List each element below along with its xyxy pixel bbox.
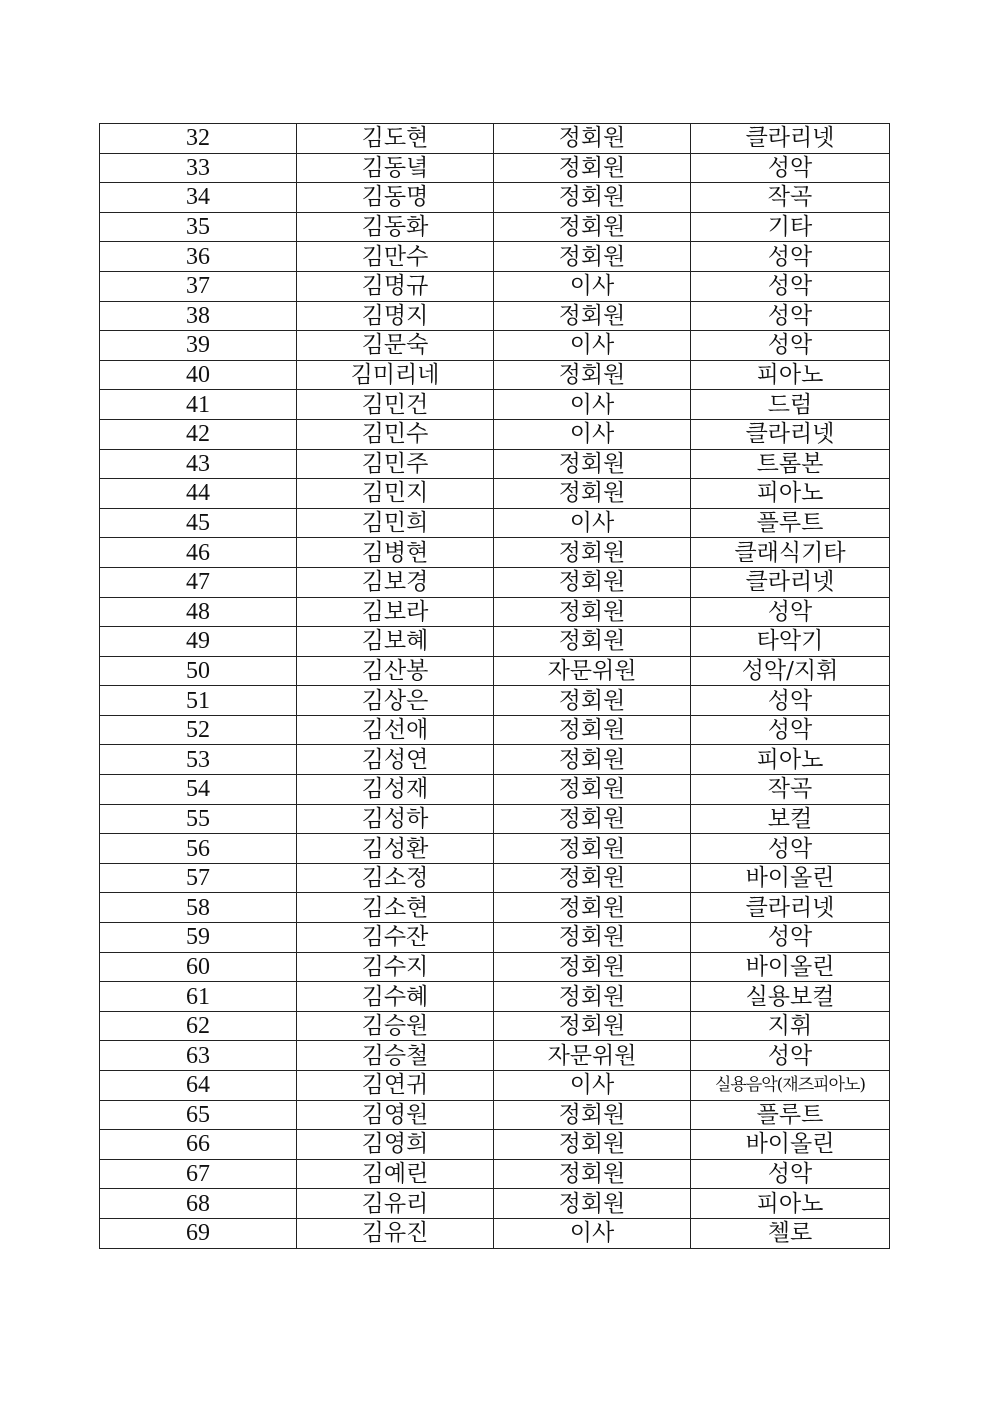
member-role-cell: 정회원 bbox=[494, 183, 691, 213]
member-name-cell: 김예린 bbox=[297, 1159, 494, 1189]
member-number-cell: 65 bbox=[100, 1100, 297, 1130]
member-number-cell: 52 bbox=[100, 715, 297, 745]
member-field-cell: 클라리넷 bbox=[691, 893, 890, 923]
member-role-cell: 정회원 bbox=[494, 952, 691, 982]
table-row bbox=[100, 952, 890, 982]
member-name-cell: 김승철 bbox=[297, 1041, 494, 1071]
table-row bbox=[100, 567, 890, 597]
member-role-cell: 이사 bbox=[494, 390, 691, 420]
member-number-cell: 36 bbox=[100, 242, 297, 272]
member-number-cell: 33 bbox=[100, 153, 297, 183]
member-number-cell: 58 bbox=[100, 893, 297, 923]
table-row bbox=[100, 390, 890, 420]
member-role-cell: 정회원 bbox=[494, 538, 691, 568]
table-row bbox=[100, 834, 890, 864]
table-row bbox=[100, 183, 890, 213]
member-name-cell: 김성하 bbox=[297, 804, 494, 834]
table-row bbox=[100, 1041, 890, 1071]
member-field-cell: 성악 bbox=[691, 153, 890, 183]
table-row bbox=[100, 597, 890, 627]
member-field-cell: 성악 bbox=[691, 301, 890, 331]
table-row bbox=[100, 538, 890, 568]
member-name-cell: 김민지 bbox=[297, 479, 494, 509]
member-role-cell: 정회원 bbox=[494, 1011, 691, 1041]
member-name-cell: 김수혜 bbox=[297, 982, 494, 1012]
member-name-cell: 김민건 bbox=[297, 390, 494, 420]
member-role-cell: 정회원 bbox=[494, 863, 691, 893]
member-field-cell: 클래식기타 bbox=[691, 538, 890, 568]
member-number-cell: 43 bbox=[100, 449, 297, 479]
member-number-cell: 68 bbox=[100, 1189, 297, 1219]
member-field-cell: 플루트 bbox=[691, 1100, 890, 1130]
member-name-cell: 김미리네 bbox=[297, 360, 494, 390]
member-name-cell: 김유진 bbox=[297, 1218, 494, 1248]
member-field-cell: 피아노 bbox=[691, 745, 890, 775]
member-name-cell: 김선애 bbox=[297, 715, 494, 745]
member-role-cell: 정회원 bbox=[494, 301, 691, 331]
member-name-cell: 김연귀 bbox=[297, 1071, 494, 1101]
member-field-cell: 바이올린 bbox=[691, 952, 890, 982]
member-role-cell: 정회원 bbox=[494, 923, 691, 953]
table-row bbox=[100, 1100, 890, 1130]
member-number-cell: 56 bbox=[100, 834, 297, 864]
member-field-cell: 피아노 bbox=[691, 479, 890, 509]
table-row bbox=[100, 360, 890, 390]
member-name-cell: 김민희 bbox=[297, 508, 494, 538]
member-number-cell: 37 bbox=[100, 271, 297, 301]
member-role-cell: 정회원 bbox=[494, 124, 691, 154]
member-role-cell: 정회원 bbox=[494, 1159, 691, 1189]
member-role-cell: 정회원 bbox=[494, 1189, 691, 1219]
member-number-cell: 60 bbox=[100, 952, 297, 982]
member-field-cell: 작곡 bbox=[691, 183, 890, 213]
table-row bbox=[100, 656, 890, 686]
member-field-cell: 성악/지휘 bbox=[691, 656, 890, 686]
member-field-cell: 클라리넷 bbox=[691, 124, 890, 154]
table-row bbox=[100, 1189, 890, 1219]
member-name-cell: 김보경 bbox=[297, 567, 494, 597]
member-number-cell: 67 bbox=[100, 1159, 297, 1189]
member-number-cell: 44 bbox=[100, 479, 297, 509]
member-role-cell: 정회원 bbox=[494, 242, 691, 272]
member-number-cell: 64 bbox=[100, 1071, 297, 1101]
member-name-cell: 김동명 bbox=[297, 183, 494, 213]
member-field-cell: 성악 bbox=[691, 1159, 890, 1189]
member-name-cell: 김영원 bbox=[297, 1100, 494, 1130]
member-number-cell: 48 bbox=[100, 597, 297, 627]
member-field-cell: 타악기 bbox=[691, 627, 890, 657]
member-field-cell: 지휘 bbox=[691, 1011, 890, 1041]
member-number-cell: 53 bbox=[100, 745, 297, 775]
member-field-cell: 성악 bbox=[691, 271, 890, 301]
table-row bbox=[100, 982, 890, 1012]
member-number-cell: 63 bbox=[100, 1041, 297, 1071]
table-row bbox=[100, 479, 890, 509]
member-field-cell: 바이올린 bbox=[691, 863, 890, 893]
member-role-cell: 정회원 bbox=[494, 597, 691, 627]
member-role-cell: 이사 bbox=[494, 271, 691, 301]
table-row bbox=[100, 124, 890, 154]
member-field-cell: 클라리넷 bbox=[691, 419, 890, 449]
member-role-cell: 정회원 bbox=[494, 834, 691, 864]
member-field-cell: 피아노 bbox=[691, 360, 890, 390]
member-role-cell: 정회원 bbox=[494, 627, 691, 657]
member-name-cell: 김상은 bbox=[297, 686, 494, 716]
member-name-cell: 김보혜 bbox=[297, 627, 494, 657]
member-role-cell: 정회원 bbox=[494, 449, 691, 479]
member-role-cell: 정회원 bbox=[494, 775, 691, 805]
table-row bbox=[100, 775, 890, 805]
member-table-body bbox=[100, 124, 890, 1249]
member-name-cell: 김동녘 bbox=[297, 153, 494, 183]
member-name-cell: 김산봉 bbox=[297, 656, 494, 686]
member-number-cell: 69 bbox=[100, 1218, 297, 1248]
member-role-cell: 정회원 bbox=[494, 893, 691, 923]
member-number-cell: 59 bbox=[100, 923, 297, 953]
member-name-cell: 김성연 bbox=[297, 745, 494, 775]
member-field-cell: 실용보컬 bbox=[691, 982, 890, 1012]
member-role-cell: 정회원 bbox=[494, 1130, 691, 1160]
member-role-cell: 자문위원 bbox=[494, 656, 691, 686]
member-role-cell: 정회원 bbox=[494, 212, 691, 242]
member-field-cell: 플루트 bbox=[691, 508, 890, 538]
member-field-cell: 피아노 bbox=[691, 1189, 890, 1219]
table-row bbox=[100, 242, 890, 272]
member-name-cell: 김소현 bbox=[297, 893, 494, 923]
member-role-cell: 정회원 bbox=[494, 1100, 691, 1130]
member-name-cell: 김민수 bbox=[297, 419, 494, 449]
member-role-cell: 정회원 bbox=[494, 686, 691, 716]
table-row bbox=[100, 271, 890, 301]
member-field-cell: 보컬 bbox=[691, 804, 890, 834]
member-role-cell: 정회원 bbox=[494, 360, 691, 390]
table-row bbox=[100, 893, 890, 923]
member-role-cell: 정회원 bbox=[494, 153, 691, 183]
table-row bbox=[100, 863, 890, 893]
member-number-cell: 66 bbox=[100, 1130, 297, 1160]
member-role-cell: 이사 bbox=[494, 419, 691, 449]
member-role-cell: 자문위원 bbox=[494, 1041, 691, 1071]
member-role-cell: 정회원 bbox=[494, 479, 691, 509]
member-number-cell: 62 bbox=[100, 1011, 297, 1041]
member-role-cell: 정회원 bbox=[494, 745, 691, 775]
table-row bbox=[100, 301, 890, 331]
table-row bbox=[100, 449, 890, 479]
table-row bbox=[100, 1130, 890, 1160]
member-name-cell: 김명규 bbox=[297, 271, 494, 301]
table-row bbox=[100, 1011, 890, 1041]
table-row bbox=[100, 1218, 890, 1248]
table-row bbox=[100, 627, 890, 657]
table-row bbox=[100, 419, 890, 449]
table-row bbox=[100, 212, 890, 242]
member-role-cell: 이사 bbox=[494, 508, 691, 538]
member-field-cell: 클라리넷 bbox=[691, 567, 890, 597]
member-field-cell: 성악 bbox=[691, 686, 890, 716]
member-number-cell: 49 bbox=[100, 627, 297, 657]
member-number-cell: 51 bbox=[100, 686, 297, 716]
member-field-cell: 성악 bbox=[691, 1041, 890, 1071]
member-role-cell: 이사 bbox=[494, 1218, 691, 1248]
member-role-cell: 정회원 bbox=[494, 804, 691, 834]
table-row bbox=[100, 923, 890, 953]
member-number-cell: 54 bbox=[100, 775, 297, 805]
member-name-cell: 김명지 bbox=[297, 301, 494, 331]
member-name-cell: 김유리 bbox=[297, 1189, 494, 1219]
member-table bbox=[99, 123, 890, 1249]
table-row bbox=[100, 686, 890, 716]
table-row bbox=[100, 804, 890, 834]
member-name-cell: 김수지 bbox=[297, 952, 494, 982]
member-name-cell: 김문숙 bbox=[297, 331, 494, 361]
member-field-cell: 성악 bbox=[691, 331, 890, 361]
member-number-cell: 39 bbox=[100, 331, 297, 361]
member-field-cell: 성악 bbox=[691, 923, 890, 953]
member-name-cell: 김도현 bbox=[297, 124, 494, 154]
member-number-cell: 47 bbox=[100, 567, 297, 597]
member-name-cell: 김성재 bbox=[297, 775, 494, 805]
member-field-cell: 트롬본 bbox=[691, 449, 890, 479]
table-row bbox=[100, 715, 890, 745]
member-name-cell: 김만수 bbox=[297, 242, 494, 272]
table-row bbox=[100, 153, 890, 183]
member-name-cell: 김보라 bbox=[297, 597, 494, 627]
member-name-cell: 김영희 bbox=[297, 1130, 494, 1160]
member-name-cell: 김병현 bbox=[297, 538, 494, 568]
table-row bbox=[100, 331, 890, 361]
member-number-cell: 34 bbox=[100, 183, 297, 213]
table-row bbox=[100, 508, 890, 538]
member-role-cell: 정회원 bbox=[494, 567, 691, 597]
member-field-cell: 성악 bbox=[691, 597, 890, 627]
member-field-cell: 드럼 bbox=[691, 390, 890, 420]
member-number-cell: 35 bbox=[100, 212, 297, 242]
table-row bbox=[100, 1159, 890, 1189]
member-role-cell: 이사 bbox=[494, 1071, 691, 1101]
member-name-cell: 김동화 bbox=[297, 212, 494, 242]
member-field-cell: 작곡 bbox=[691, 775, 890, 805]
member-name-cell: 김성환 bbox=[297, 834, 494, 864]
member-field-cell: 성악 bbox=[691, 834, 890, 864]
member-name-cell: 김민주 bbox=[297, 449, 494, 479]
member-field-cell: 첼로 bbox=[691, 1218, 890, 1248]
member-number-cell: 50 bbox=[100, 656, 297, 686]
member-field-cell: 기타 bbox=[691, 212, 890, 242]
member-number-cell: 38 bbox=[100, 301, 297, 331]
member-field-cell: 바이올린 bbox=[691, 1130, 890, 1160]
member-number-cell: 42 bbox=[100, 419, 297, 449]
table-row bbox=[100, 1071, 890, 1101]
member-role-cell: 정회원 bbox=[494, 982, 691, 1012]
member-number-cell: 46 bbox=[100, 538, 297, 568]
member-number-cell: 55 bbox=[100, 804, 297, 834]
member-number-cell: 40 bbox=[100, 360, 297, 390]
member-field-cell: 성악 bbox=[691, 242, 890, 272]
member-number-cell: 45 bbox=[100, 508, 297, 538]
member-role-cell: 이사 bbox=[494, 331, 691, 361]
member-number-cell: 41 bbox=[100, 390, 297, 420]
member-field-cell: 성악 bbox=[691, 715, 890, 745]
table-row bbox=[100, 745, 890, 775]
member-role-cell: 정회원 bbox=[494, 715, 691, 745]
member-number-cell: 57 bbox=[100, 863, 297, 893]
member-field-cell: 실용음악(재즈피아노) bbox=[691, 1071, 890, 1101]
member-number-cell: 32 bbox=[100, 124, 297, 154]
member-name-cell: 김수잔 bbox=[297, 923, 494, 953]
member-name-cell: 김승원 bbox=[297, 1011, 494, 1041]
member-number-cell: 61 bbox=[100, 982, 297, 1012]
member-name-cell: 김소정 bbox=[297, 863, 494, 893]
